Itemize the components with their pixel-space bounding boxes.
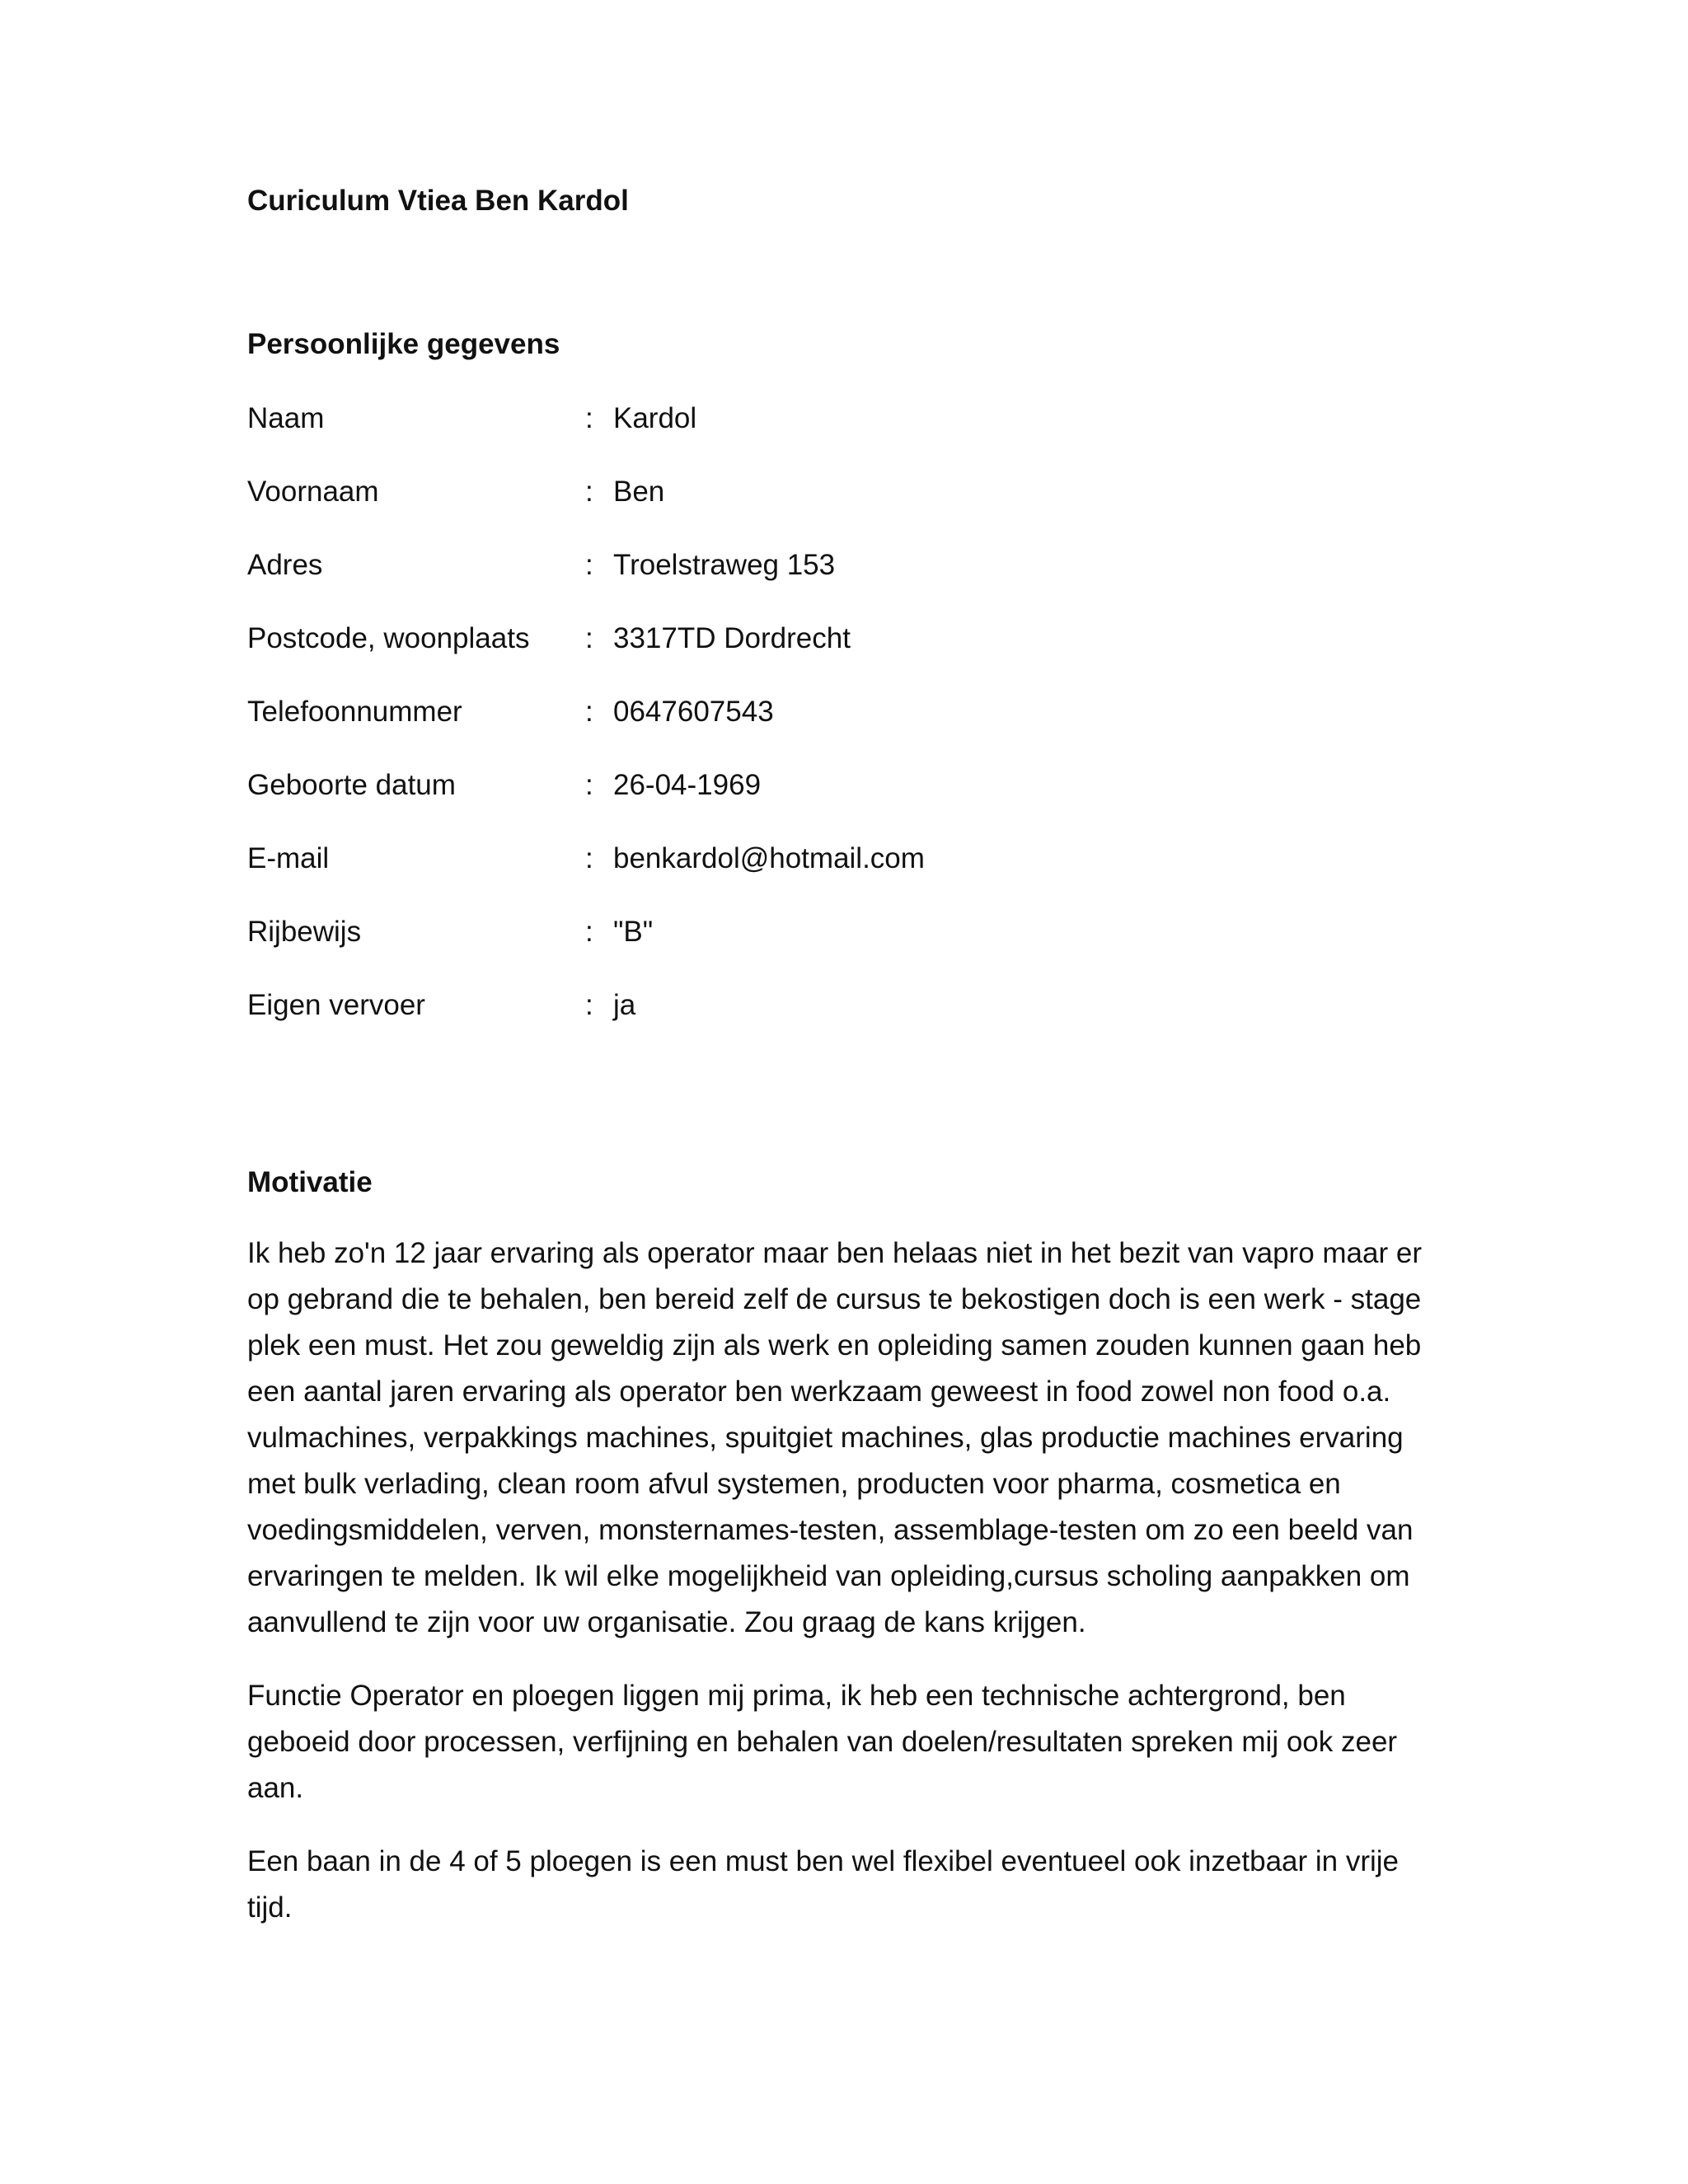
field-label: E-mail: [247, 842, 330, 874]
field-separator: :: [585, 476, 593, 508]
field-separator: :: [585, 842, 593, 874]
field-label: Naam: [247, 402, 325, 434]
field-value: 0647607543: [613, 696, 774, 728]
field-separator: :: [585, 549, 593, 581]
field-row-voornaam: [247, 472, 1434, 546]
motivation-heading: Motivatie: [247, 1166, 373, 1198]
field-label: Geboorte datum: [247, 769, 456, 801]
field-label: Eigen vervoer: [247, 989, 425, 1021]
document-content: [247, 181, 1434, 1931]
document-title: Curiculum Vtiea Ben Kardol: [247, 185, 629, 217]
field-value: ja: [613, 989, 636, 1021]
personal-details-list: [247, 399, 1434, 1059]
field-value: "B": [613, 916, 654, 948]
field-row-rijbewijs: [247, 912, 1434, 986]
field-separator: :: [585, 769, 593, 801]
field-value: Troelstraweg 153: [613, 549, 836, 581]
field-row-naam: [247, 399, 1434, 472]
field-row-adres: [247, 546, 1434, 619]
motivation-paragraph-1: Ik heb zo'n 12 jaar ervaring als operator maar ben helaas niet in het bezit van vapro maar er op gebrand die te behalen, ben bereid zelf de cursus te bekostigen doch is een werk - stage plek een must. Het zou geweldig zijn als werk en opleiding samen zouden kunnen gaan heb een aantal jaren ervaring als operator ben werkzaam geweest in food zowel non food o.a. vulmachines, verpakkings machines, spuitgiet machines, glas productie machines ervaring met bulk verlading, clean room afvul systemen, producten voor pharma, cosmetica en voedingsmiddelen, verven, monsternames-testen, assemblage-testen om zo een beeld van ervaringen te melden. Ik wil elke mogelijkheid van opleiding,cursus scholing aanpakken om aanvullend te zijn voor uw organisatie. Zou graag de kans krijgen.: [247, 1237, 1422, 1638]
motivation-paragraph-3: Een baan in de 4 of 5 ploegen is een must ben wel flexibel eventueel ook inzetbaar in vrije tijd.: [247, 1845, 1400, 1924]
field-separator: :: [585, 402, 593, 434]
field-separator: :: [585, 989, 593, 1021]
field-separator: :: [585, 622, 593, 654]
field-value: 3317TD Dordrecht: [613, 622, 851, 654]
field-value: Ben: [613, 476, 665, 508]
email-value: benkardol@hotmail.com: [613, 842, 925, 874]
field-label: Adres: [247, 549, 323, 581]
field-row-geboorte-datum: [247, 766, 1434, 839]
field-value: 26-04-1969: [613, 769, 762, 801]
personal-details-heading: Persoonlijke gegevens: [247, 328, 560, 360]
motivation-paragraph-2: Functie Operator en ploegen liggen mij prima, ik heb een technische achtergrond, ben geboeid door processen, verfijning en behalen van doelen/resultaten spreken mij ook zeer aan.: [247, 1680, 1398, 1804]
field-label: Rijbewijs: [247, 916, 362, 948]
field-row-telefoonnummer: [247, 692, 1434, 766]
field-value: Kardol: [613, 402, 697, 434]
field-label: Telefoonnummer: [247, 696, 462, 728]
field-label: Postcode, woonplaats: [247, 622, 530, 654]
field-label: Voornaam: [247, 476, 379, 508]
field-separator: :: [585, 916, 593, 948]
field-row-email: [247, 839, 1434, 912]
field-separator: :: [585, 696, 593, 728]
field-row-eigen-vervoer: [247, 986, 1434, 1059]
field-row-postcode-woonplaats: [247, 619, 1434, 692]
